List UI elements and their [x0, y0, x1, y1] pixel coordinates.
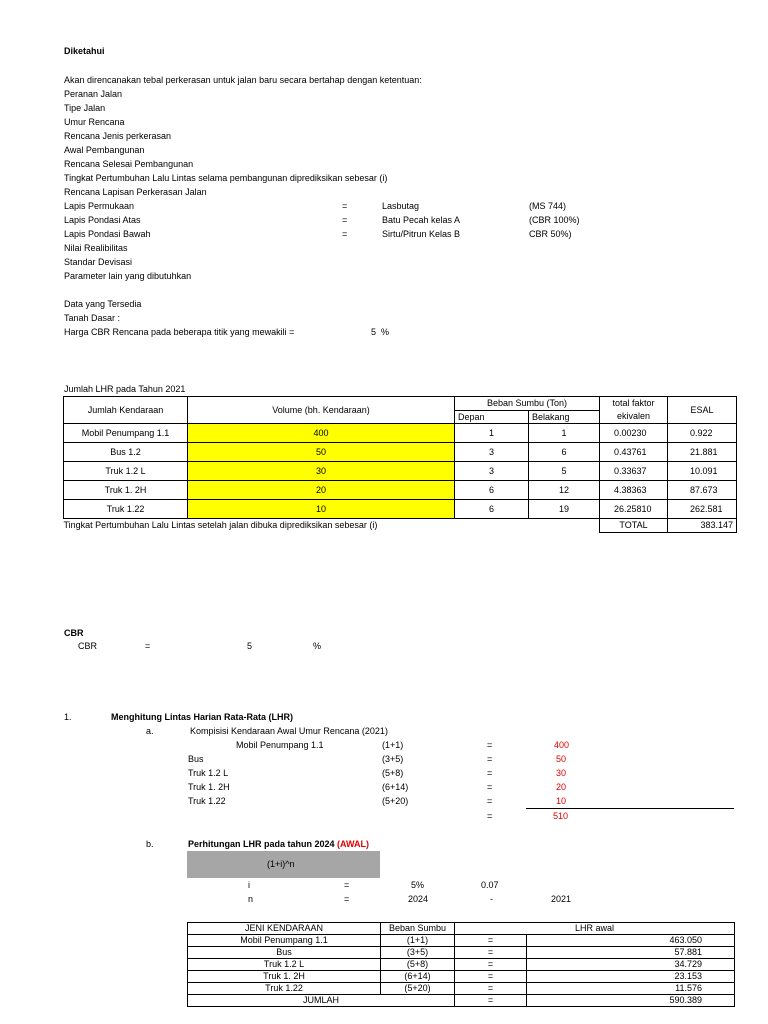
eq-cell: = [455, 947, 527, 959]
depan-cell: 6 [455, 500, 529, 519]
belakang-cell: 5 [529, 462, 600, 481]
comp-axle: (3+5) [382, 754, 404, 764]
vehicle-name: Mobil Penumpang 1.1 [64, 424, 188, 443]
cbr-label: CBR [78, 641, 98, 651]
comp-value: 10 [556, 796, 567, 806]
depan-cell: 3 [455, 443, 529, 462]
cbr-eq: = [145, 641, 151, 651]
param-line: Standar Devisasi [64, 257, 133, 267]
eq-cell: = [455, 935, 527, 947]
comp-name: Truk 1.22 [188, 796, 226, 806]
sub-title-b-awal: (AWAL) [337, 839, 370, 849]
layer-note: CBR 50%) [529, 229, 572, 239]
comp-value: 400 [554, 740, 570, 750]
belakang-cell: 6 [529, 443, 600, 462]
param-line: Tipe Jalan [64, 103, 106, 113]
lhr-value: 34.729 [527, 959, 735, 971]
header-beban: Beban Sumbu [381, 923, 455, 935]
comp-name: Bus [188, 754, 204, 764]
eq-cell: = [455, 971, 527, 983]
layer-material: Lasbutag [382, 201, 420, 211]
header-beban-sumbu: Beban Sumbu (Ton) [455, 397, 600, 411]
comp-eq: = [487, 754, 493, 764]
table-row [64, 424, 737, 443]
table-row [188, 959, 735, 971]
n-eq: = [344, 894, 350, 904]
cbr-line-label: Harga CBR Rencana pada beberapa titik yang mewakili = [64, 327, 295, 337]
layer-eq: = [342, 201, 348, 211]
step-title: Menghitung Lintas Harian Rata-Rata (LHR) [111, 712, 294, 722]
comp-axle: (5+8) [382, 768, 404, 778]
growth-note-cell [64, 519, 600, 533]
param-line: Rencana Lapisan Perkerasan Jalan [64, 187, 207, 197]
belakang-cell: 19 [529, 500, 600, 519]
axle-cell: (5+8) [381, 959, 455, 971]
volume-cell: 30 [188, 462, 455, 481]
header-depan: Depan [455, 411, 529, 424]
comp-value: 30 [556, 768, 567, 778]
formula-box [187, 851, 380, 878]
sum-value: 510 [553, 811, 569, 821]
depan-cell: 3 [455, 462, 529, 481]
comp-name: Truk 1. 2H [188, 782, 230, 792]
layer-eq: = [342, 215, 348, 225]
eq-cell: = [455, 959, 527, 971]
depan-cell: 1 [455, 424, 529, 443]
n-dash: - [490, 894, 493, 904]
vehicle-name: Truk 1.2 L [64, 462, 188, 481]
sum-eq: = [487, 811, 493, 821]
param-line: Parameter lain yang dibutuhkan [64, 271, 192, 281]
i-pct: 5% [411, 880, 425, 890]
lhr-value: 463.050 [527, 935, 735, 947]
faktor-cell: 0.00230 [600, 424, 668, 443]
vehicle-name: Truk 1.2 L [188, 959, 381, 971]
lhr-value: 11.576 [527, 983, 735, 995]
n-from: 2024 [408, 894, 429, 904]
lhr-value: 23.153 [527, 971, 735, 983]
faktor-cell: 26.25810 [600, 500, 668, 519]
esal-cell: 262.581 [668, 500, 737, 519]
param-line: Nilai Realibilitas [64, 243, 128, 253]
vehicle-name: Bus 1.2 [64, 443, 188, 462]
axle-cell: (1+1) [381, 935, 455, 947]
table-row [64, 462, 737, 481]
header-jenis: JENI KENDARAAN [188, 923, 381, 935]
esal-cell: 10.091 [668, 462, 737, 481]
formula-text: (1+i)^n [267, 859, 295, 869]
table-row [64, 443, 737, 462]
param-line: Rencana Jenis perkerasan [64, 131, 172, 141]
vehicle-name: Truk 1.22 [188, 983, 381, 995]
lhr-table [63, 396, 737, 533]
cbr-unit: % [313, 641, 322, 651]
table-row [188, 935, 735, 947]
header-jumlah-kendaraan: Jumlah Kendaraan [64, 397, 188, 424]
n-label: n [248, 894, 254, 904]
comp-name: Truk 1.2 L [188, 768, 229, 778]
table-row [188, 971, 735, 983]
faktor-cell: 0.43761 [600, 443, 668, 462]
eq-cell: = [455, 995, 527, 1007]
param-line: Tingkat Pertumbuhan Lalu Lintas selama pembangunan diprediksikan sebesar (i) [64, 173, 388, 183]
header-esal: ESAL [668, 397, 737, 424]
table-row [188, 983, 735, 995]
esal-cell: 0.922 [668, 424, 737, 443]
growth-note: Tingkat Pertumbuhan Lalu Lintas setelah jalan dibuka diprediksikan sebesar (i) [63, 520, 378, 531]
volume-cell: 50 [188, 443, 455, 462]
layer-eq: = [342, 229, 348, 239]
vehicle-name: Truk 1. 2H [188, 971, 381, 983]
layer-label: Lapis Permukaan [64, 201, 135, 211]
sub-title-a: Kompisisi Kendaraan Awal Umur Rencana (2021) [190, 726, 388, 736]
belakang-cell: 12 [529, 481, 600, 500]
cbr-title: CBR [64, 628, 84, 638]
lhr-awal-table [187, 922, 735, 1007]
param-line: Umur Rencana [64, 117, 125, 127]
comp-value: 20 [556, 782, 567, 792]
layer-label: Lapis Pondasi Bawah [64, 229, 151, 239]
volume-cell: 400 [188, 424, 455, 443]
i-dec: 0.07 [481, 880, 499, 890]
cbr-value: 5 [247, 641, 253, 651]
tanah-label: Tanah Dasar : [64, 313, 121, 323]
comp-eq: = [487, 782, 493, 792]
total-label: TOTAL [600, 519, 668, 533]
data-title: Data yang Tersedia [64, 299, 142, 309]
layer-material: Sirtu/Pitrun Kelas B [382, 229, 461, 239]
layer-note: (MS 744) [529, 201, 567, 211]
comp-name: Mobil Penumpang 1.1 [236, 740, 324, 750]
sum-label: JUMLAH [188, 995, 455, 1007]
table-row [64, 481, 737, 500]
lhr-table-caption: Jumlah LHR pada Tahun 2021 [64, 384, 186, 394]
header-ekivalen: ekivalen [600, 411, 668, 424]
comp-value: 50 [556, 754, 567, 764]
table-row [188, 947, 735, 959]
comp-eq: = [487, 796, 493, 806]
n-to: 2021 [551, 894, 572, 904]
vehicle-name: Mobil Penumpang 1.1 [188, 935, 381, 947]
cbr-line-value: 5 [371, 327, 377, 337]
table-row [64, 500, 737, 519]
esal-cell: 21.881 [668, 443, 737, 462]
lhr-value: 57.881 [527, 947, 735, 959]
comp-eq: = [487, 740, 493, 750]
layer-label: Lapis Pondasi Atas [64, 215, 141, 225]
param-line: Peranan Jalan [64, 89, 123, 99]
param-line: Awal Pembangunan [64, 145, 145, 155]
vehicle-name: Truk 1. 2H [64, 481, 188, 500]
axle-cell: (6+14) [381, 971, 455, 983]
i-eq: = [344, 880, 350, 890]
faktor-cell: 0.33637 [600, 462, 668, 481]
axle-cell: (3+5) [381, 947, 455, 959]
sum-value: 590.389 [527, 995, 735, 1007]
header-volume: Volume (bh. Kendaraan) [188, 397, 455, 424]
axle-cell: (5+20) [381, 983, 455, 995]
vehicle-name: Truk 1.22 [64, 500, 188, 519]
comp-eq: = [487, 768, 493, 778]
intro-text: Akan direncanakan tebal perkerasan untuk jalan baru secara bertahap dengan ketentuan: [64, 75, 422, 85]
i-label: i [248, 880, 250, 890]
sub-title-b-text: Perhitungan LHR pada tahun 2024 [188, 839, 335, 849]
sub-title-b [188, 839, 369, 850]
sub-label-b: b. [146, 839, 154, 849]
layer-material: Batu Pecah kelas A [382, 215, 461, 225]
comp-axle: (1+1) [382, 740, 404, 750]
header-belakang: Belakang [529, 411, 600, 424]
sub-label-a: a. [146, 726, 154, 736]
layer-note: (CBR 100%) [529, 215, 580, 225]
table-row [188, 995, 735, 1007]
comp-axle: (5+20) [382, 796, 409, 806]
step-number: 1. [64, 712, 72, 722]
belakang-cell: 1 [529, 424, 600, 443]
total-value: 383.147 [668, 519, 737, 533]
eq-cell: = [455, 983, 527, 995]
volume-cell: 10 [188, 500, 455, 519]
esal-cell: 87.673 [668, 481, 737, 500]
faktor-cell: 4.38363 [600, 481, 668, 500]
depan-cell: 6 [455, 481, 529, 500]
vehicle-name: Bus [188, 947, 381, 959]
header-lhr-awal: LHR awal [455, 923, 735, 935]
volume-cell: 20 [188, 481, 455, 500]
sum-divider [526, 808, 734, 809]
header-faktor: total faktor [600, 397, 668, 411]
param-line: Rencana Selesai Pembangunan [64, 159, 194, 169]
page-title: Diketahui [64, 46, 105, 56]
comp-axle: (6+14) [382, 782, 409, 792]
cbr-line-unit: % [381, 327, 390, 337]
